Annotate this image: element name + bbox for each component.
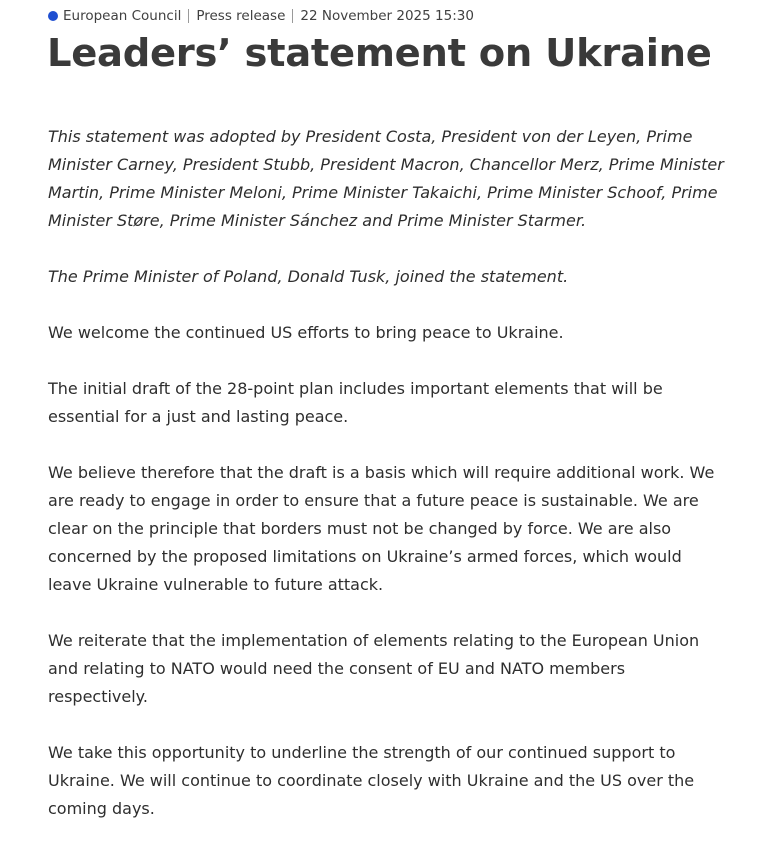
statement-body bbox=[48, 123, 724, 851]
source-label[interactable]: European Council bbox=[63, 8, 182, 24]
meta-separator bbox=[292, 9, 293, 23]
joined-by-paragraph: The Prime Minister of Poland, Donald Tusk, joined the statement. bbox=[48, 267, 569, 286]
source-dot-icon bbox=[48, 11, 58, 21]
body-paragraph: The initial draft of the 28-point plan includes important elements that will be essential for a just and lasting peace. bbox=[48, 379, 663, 426]
page-title: Leaders’ statement on Ukraine bbox=[47, 31, 712, 76]
adopted-by-paragraph: This statement was adopted by President Costa, President von der Leyen, Prime Minister Carney, President Stubb, President Macron, Chancellor Merz, Prime Minister Martin, Prime Minister Meloni, Prime Minister Takaichi, Prime Minister Schoof, Prime Minister Støre, Prime Minister Sánchez and Prime Minister Starmer. bbox=[48, 127, 724, 230]
meta-separator bbox=[188, 9, 189, 23]
body-paragraph: We believe therefore that the draft is a basis which will require additional work. We are ready to engage in order to ensure that a future peace is sustainable. We are clear on the principle that borders must not be changed by force. We are also concerned by the proposed limitations on Ukraine’s armed forces, which would leave Ukraine vulnerable to future attack. bbox=[48, 463, 715, 594]
publication-datetime: 22 November 2025 15:30 bbox=[300, 8, 474, 24]
body-paragraph: We reiterate that the implementation of elements relating to the European Union and relating to NATO would need the consent of EU and NATO members respectively. bbox=[48, 631, 700, 706]
body-paragraph: We welcome the continued US efforts to bring peace to Ukraine. bbox=[48, 323, 564, 342]
document-type-label: Press release bbox=[196, 8, 286, 24]
body-paragraph: We take this opportunity to underline the strength of our continued support to Ukraine. We will continue to coordinate closely with Ukraine and the US over the coming days. bbox=[48, 743, 695, 818]
document-meta-bar bbox=[48, 7, 474, 25]
